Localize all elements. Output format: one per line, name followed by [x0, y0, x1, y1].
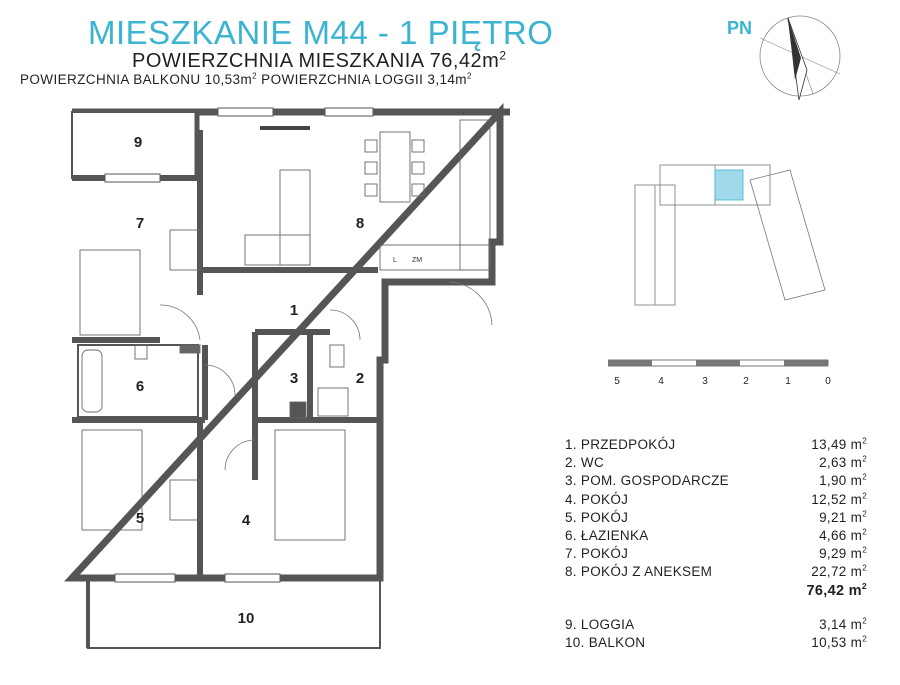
legend-row: 1. PRZEDPOKÓJ 13,49 $m^2$: [565, 436, 867, 452]
legend-row: 4. POKÓJ 12,52 $m^2$: [565, 491, 867, 507]
legend-row: 5. POKÓJ 9,21 $m^2$: [565, 509, 867, 525]
appliance-label-l: L: [393, 257, 397, 264]
compass-icon: [755, 10, 845, 102]
legend-row: 3. POM. GOSPODARCZE 1,90 $m^2$: [565, 472, 867, 489]
room-number-2: 2: [355, 370, 365, 387]
legend-row: 7. POKÓJ 9,29 $m^2$: [565, 545, 867, 562]
scale-tick-0: 0: [825, 376, 831, 387]
outdoor-areas: POWIERZCHNIA BALKONU $10,53m^2$ POWIERZCHNIA LOGGII $3,14m^2$: [20, 71, 472, 87]
room-number-6: 6: [135, 378, 145, 395]
room-number-10: 10: [237, 610, 255, 627]
scale-tick-2: 2: [743, 376, 749, 387]
legend-row: 2. WC 2,63 $m^2$: [565, 454, 867, 471]
legend-total: 76,42 $m^2$: [806, 580, 867, 599]
appliance-label-zm: ZM: [411, 257, 423, 264]
room-number-7: 7: [135, 215, 145, 232]
room-number-4: 4: [241, 512, 251, 529]
floor-plan: [60, 100, 510, 680]
room-number-1: 1: [289, 302, 299, 319]
area-legend: [565, 437, 867, 653]
scale-tick-3: 3: [702, 376, 708, 387]
legend-row: 9. LOGGIA 3,14 $m^2$: [565, 616, 867, 632]
room-number-9: 9: [133, 134, 143, 151]
legend-row: 8. POKÓJ Z ANEKSEM 22,72 $m^2$: [565, 563, 867, 580]
page-title: MIESZKANIE M44 - 1 PIĘTRO: [88, 14, 554, 51]
scale-tick-4: 4: [658, 376, 664, 387]
scale-tick-5: 5: [614, 376, 620, 387]
scale-bar: [608, 358, 838, 390]
apartment-area: POWIERZCHNIA MIESZKANIA $76,42m^2$: [132, 48, 507, 72]
legend-row: 6. ŁAZIENKA 4,66 $m^2$: [565, 527, 867, 543]
room-number-5: 5: [135, 510, 145, 527]
building-key-plan: [615, 160, 830, 310]
scale-tick-1: 1: [785, 376, 791, 387]
room-number-3: 3: [289, 370, 299, 387]
legend-row: 10. BALKON 10,53 $m^2$: [565, 634, 867, 650]
compass-label: PN: [727, 18, 753, 38]
room-number-8: 8: [355, 215, 365, 232]
